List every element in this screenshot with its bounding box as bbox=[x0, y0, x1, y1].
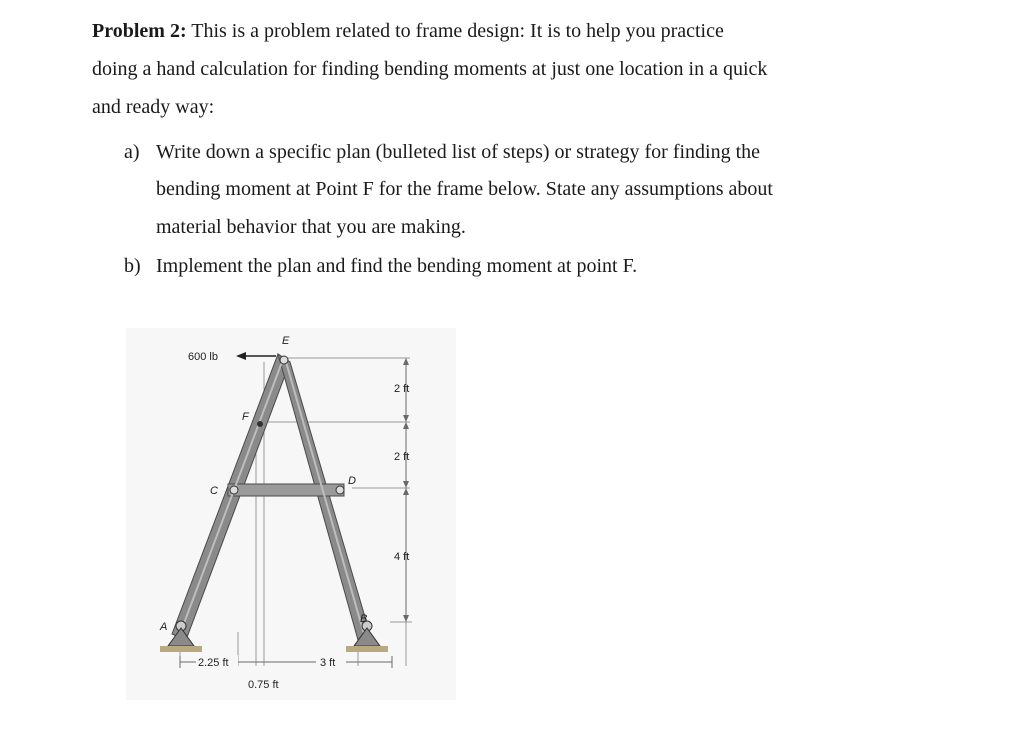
intro-line-3: and ready way: bbox=[92, 96, 215, 118]
problem-heading: Problem 2: bbox=[92, 20, 187, 42]
part-b-line-1: Implement the plan and find the bending moment at point F. bbox=[156, 255, 638, 277]
member-cd bbox=[228, 484, 344, 496]
intro-text-1: This is a problem related to frame design: It is to help you practice bbox=[191, 20, 724, 42]
part-a-line-3: material behavior that you are making. bbox=[156, 216, 466, 238]
label-e: E bbox=[282, 335, 290, 347]
pin-e-icon bbox=[280, 356, 288, 364]
point-f-dot-icon bbox=[257, 421, 263, 427]
dim-label-lower: 4 ft bbox=[394, 551, 410, 563]
frame-diagram bbox=[120, 322, 460, 704]
load-label: 600 lb bbox=[188, 351, 218, 363]
part-b-marker: b) bbox=[124, 255, 141, 277]
ground-a bbox=[160, 646, 202, 652]
pin-d-icon bbox=[336, 486, 344, 494]
ground-b bbox=[346, 646, 388, 652]
label-f: F bbox=[242, 411, 249, 423]
label-b: B bbox=[360, 613, 368, 625]
dim-label-middle: 2 ft bbox=[394, 451, 410, 463]
label-d: D bbox=[348, 475, 356, 487]
label-a: A bbox=[160, 621, 168, 633]
dim-label-bottom-left: 2.25 ft bbox=[198, 657, 229, 669]
label-c: C bbox=[210, 485, 218, 497]
dim-label-bottom-center: 0.75 ft bbox=[248, 679, 279, 691]
pin-c-icon bbox=[230, 486, 238, 494]
intro-line-2: doing a hand calculation for finding bending moments at just one location in a quick bbox=[92, 58, 768, 80]
intro-line-1 bbox=[92, 20, 724, 43]
dim-label-top: 2 ft bbox=[394, 383, 410, 395]
dim-label-bottom-right: 3 ft bbox=[320, 657, 336, 669]
frame-figure bbox=[120, 322, 460, 704]
part-a-line-2: bending moment at Point F for the frame below. State any assumptions about bbox=[156, 178, 773, 200]
part-a-marker: a) bbox=[124, 141, 140, 163]
part-a-line-1: Write down a specific plan (bulleted list of steps) or strategy for finding the bbox=[156, 141, 761, 163]
